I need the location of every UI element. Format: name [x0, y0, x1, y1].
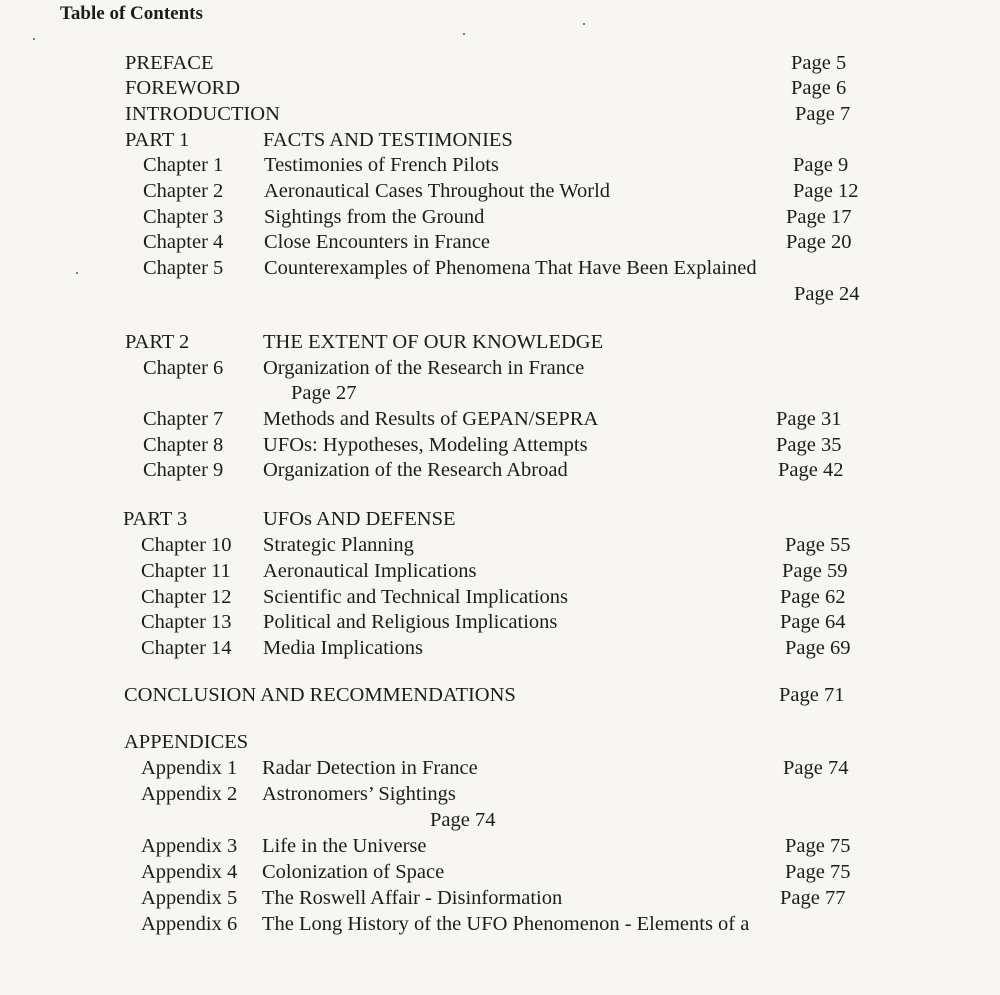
toc-page-number: Page 31	[776, 408, 842, 430]
toc-entry-title: Media Implications	[263, 637, 423, 659]
toc-page-number: Page 74	[783, 757, 849, 779]
toc-page-number: Page 59	[782, 560, 848, 582]
toc-page-number: Page 55	[785, 534, 851, 556]
toc-entry-title: Aeronautical Implications	[263, 560, 477, 582]
toc-entry-label: Chapter 11	[141, 560, 231, 582]
toc-entry-title: FACTS AND TESTIMONIES	[263, 129, 513, 151]
toc-entry-title: Radar Detection in France	[262, 757, 478, 779]
toc-entry-label: PART 3	[123, 508, 188, 530]
toc-page-number: Page 5	[791, 52, 847, 74]
toc-heading: Table of Contents	[60, 3, 203, 24]
toc-entry-label: Chapter 9	[143, 459, 224, 481]
toc-entry-title: Close Encounters in France	[264, 231, 491, 253]
toc-entry-label: Chapter 14	[141, 637, 232, 659]
toc-entry-label: Chapter 3	[143, 206, 224, 228]
scan-speck	[33, 38, 35, 40]
toc-page-number: Page 71	[779, 684, 845, 706]
toc-entry-title: Aeronautical Cases Throughout the World	[264, 180, 611, 202]
toc-entry-title: Organization of the Research Abroad	[263, 459, 568, 481]
toc-entry-title: Astronomers’ Sightings	[262, 783, 456, 805]
toc-entry-label: Appendix 6	[141, 913, 238, 935]
toc-page-number: Page 6	[791, 77, 847, 99]
toc-page-number: Page 75	[785, 835, 851, 857]
scan-speck	[583, 23, 585, 25]
toc-entry-title: Counterexamples of Phenomena That Have Been Explained	[264, 257, 757, 279]
toc-entry-title: UFOs AND DEFENSE	[263, 508, 456, 530]
toc-entry-title: Political and Religious Implications	[263, 611, 558, 633]
toc-entry-title: THE EXTENT OF OUR KNOWLEDGE	[263, 331, 604, 353]
toc-entry-label: CONCLUSION AND RECOMMENDATIONS	[124, 684, 516, 706]
toc-page-number: Page 9	[793, 154, 849, 176]
toc-entry-label: Chapter 8	[143, 434, 224, 456]
toc-page-number: Page 74	[430, 809, 496, 831]
toc-entry-title: Organization of the Research in France	[263, 357, 585, 379]
toc-entry-label: PART 2	[125, 331, 190, 353]
toc-page-number: Page 17	[786, 206, 852, 228]
toc-entry-label: APPENDICES	[124, 731, 249, 753]
toc-entry-label: PREFACE	[125, 52, 214, 74]
toc-entry-label: Chapter 7	[143, 408, 224, 430]
scan-speck	[76, 272, 78, 274]
toc-entry-title: UFOs: Hypotheses, Modeling Attempts	[263, 434, 588, 456]
toc-entry-label: Chapter 13	[141, 611, 232, 633]
toc-entry-title: Sightings from the Ground	[264, 206, 485, 228]
toc-entry-label: Chapter 5	[143, 257, 224, 279]
toc-entry-label: FOREWORD	[125, 77, 241, 99]
toc-entry-label: PART 1	[125, 129, 190, 151]
toc-entry-label: Appendix 1	[141, 757, 238, 779]
scan-speck	[463, 33, 465, 35]
toc-entry-title: Colonization of Space	[262, 861, 445, 883]
toc-entry-title: Methods and Results of GEPAN/SEPRA	[263, 408, 599, 430]
toc-entry-label: Appendix 2	[141, 783, 238, 805]
toc-entry-label: Chapter 12	[141, 586, 232, 608]
toc-entry-label: Chapter 10	[141, 534, 232, 556]
toc-entry-title: The Roswell Affair - Disinformation	[262, 887, 563, 909]
toc-entry-title: Life in the Universe	[262, 835, 427, 857]
toc-entry-label: Chapter 4	[143, 231, 224, 253]
toc-page-number: Page 64	[780, 611, 846, 633]
toc-entry-title: Testimonies of French Pilots	[264, 154, 499, 176]
toc-entry-label: Chapter 2	[143, 180, 224, 202]
toc-entry-label: INTRODUCTION	[125, 103, 280, 125]
toc-page-number: Page 7	[795, 103, 851, 125]
toc-page-number: Page 12	[793, 180, 859, 202]
toc-page-number: Page 42	[778, 459, 844, 481]
toc-entry-title: Scientific and Technical Implications	[263, 586, 569, 608]
toc-page-number: Page 20	[786, 231, 852, 253]
toc-entry-title: The Long History of the UFO Phenomenon - Elements of a	[262, 913, 750, 935]
toc-page-number: Page 24	[794, 283, 860, 305]
toc-entry-label: Appendix 5	[141, 887, 238, 909]
toc-page-number: Page 35	[776, 434, 842, 456]
toc-page-number: Page 27	[291, 382, 357, 404]
toc-entry-label: Appendix 3	[141, 835, 238, 857]
toc-entry-label: Appendix 4	[141, 861, 238, 883]
toc-page-number: Page 69	[785, 637, 851, 659]
toc-entry-label: Chapter 6	[143, 357, 224, 379]
toc-page-number: Page 62	[780, 586, 846, 608]
toc-page-number: Page 77	[780, 887, 846, 909]
toc-page-number: Page 75	[785, 861, 851, 883]
toc-entry-title: Strategic Planning	[263, 534, 414, 556]
toc-entry-label: Chapter 1	[143, 154, 224, 176]
